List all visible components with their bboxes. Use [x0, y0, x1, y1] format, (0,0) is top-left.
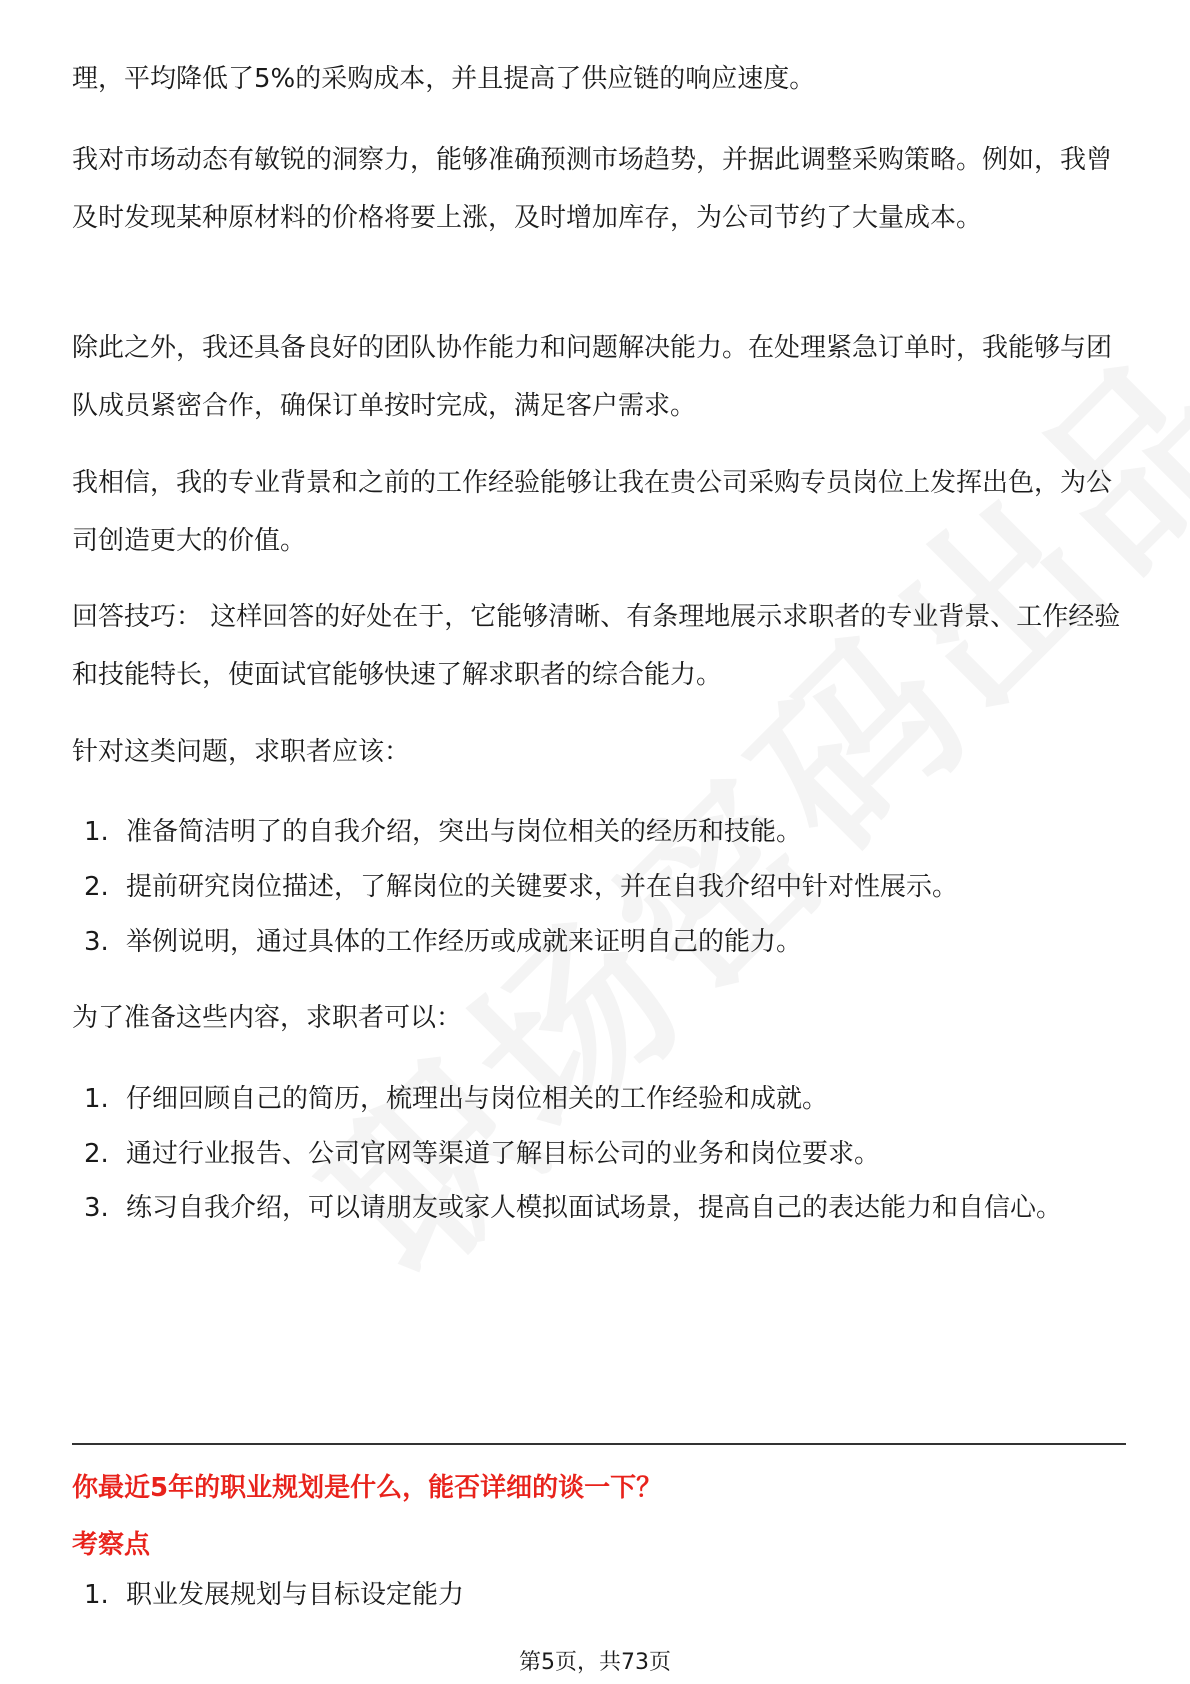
- question-title: 你最近5年的职业规划是什么，能否详细的谈一下？: [72, 1473, 663, 1503]
- list-number: 2.: [84, 872, 109, 902]
- section-heading: 考察点: [72, 1530, 151, 1560]
- list-text: 仔细回顾自己的简历，梳理出与岗位相关的工作经验和成就。: [126, 1084, 829, 1114]
- list-item: [72, 1566, 1122, 1624]
- list-item: [72, 1179, 1122, 1237]
- paragraph-confidence: 我相信，我的专业背景和之前的工作经验能够让我在贵公司采购专员岗位上发挥出色，为公司创造更大的价值。: [72, 468, 1113, 556]
- list-item: [72, 1070, 1122, 1128]
- paragraph-market-insight: 我对市场动态有敏锐的洞察力，能够准确预测市场趋势，并据此调整采购策略。例如，我曾及时发现某种原材料的价格将要上涨，及时增加库存，为公司节约了大量成本。: [72, 145, 1113, 233]
- list-item: [72, 858, 1122, 916]
- list-item: [72, 1125, 1122, 1183]
- section-divider: [72, 1443, 1126, 1445]
- list-number: 1.: [84, 1580, 109, 1610]
- page-number: 第5页，共73页: [519, 1650, 671, 1675]
- list-text: 练习自我介绍，可以请朋友或家人模拟面试场景，提高自己的表达能力和自信心。: [126, 1193, 1063, 1223]
- paragraph-list1-intro: 针对这类问题，求职者应该：: [72, 737, 411, 767]
- paragraph-list2-intro: 为了准备这些内容，求职者可以：: [72, 1003, 463, 1033]
- paragraph-continuation: 理，平均降低了5%的采购成本，并且提高了供应链的响应速度。: [72, 64, 816, 94]
- list-item: [72, 913, 1122, 971]
- list-number: 3.: [84, 1193, 109, 1223]
- list-item: [72, 803, 1122, 861]
- list-text: 职业发展规划与目标设定能力: [126, 1580, 465, 1610]
- list-number: 1.: [84, 1084, 109, 1114]
- list-number: 1.: [84, 817, 109, 847]
- paragraph-teamwork: 除此之外，我还具备良好的团队协作能力和问题解决能力。在处理紧急订单时，我能够与团队成员紧密合作，确保订单按时完成，满足客户需求。: [72, 333, 1113, 421]
- list-text: 通过行业报告、公司官网等渠道了解目标公司的业务和岗位要求。: [126, 1139, 881, 1169]
- list-number: 3.: [84, 927, 109, 957]
- list-text: 举例说明，通过具体的工作经历或成就来证明自己的能力。: [126, 927, 803, 957]
- list-number: 2.: [84, 1139, 109, 1169]
- list-text: 准备简洁明了的自我介绍，突出与岗位相关的经历和技能。: [126, 817, 803, 847]
- list-text: 提前研究岗位描述，了解岗位的关键要求，并在自我介绍中针对性展示。: [126, 872, 959, 902]
- paragraph-answer-tips: 回答技巧： 这样回答的好处在于，它能够清晰、有条理地展示求职者的专业背景、工作经验和技能特长，使面试官能够快速了解求职者的综合能力。: [72, 602, 1121, 690]
